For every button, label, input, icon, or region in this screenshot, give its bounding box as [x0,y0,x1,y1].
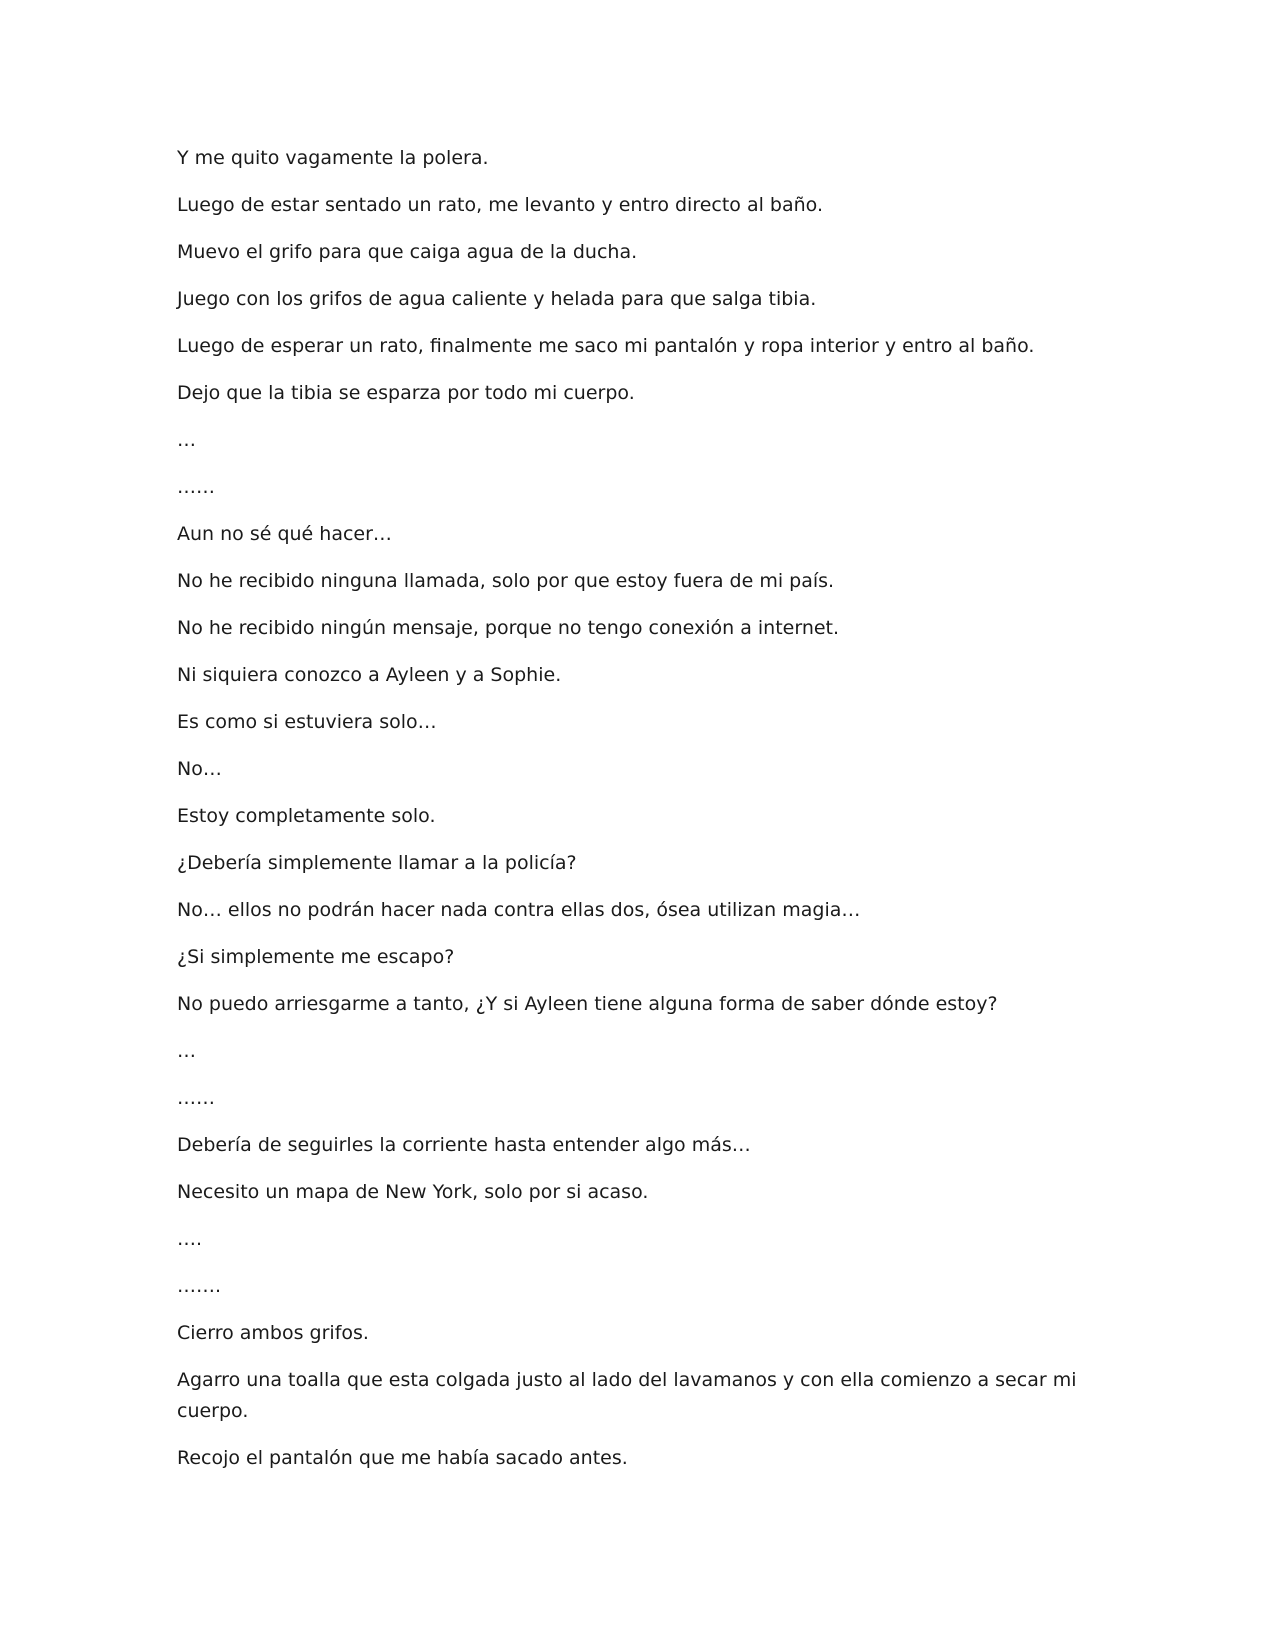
paragraph: Necesito un mapa de New York, solo por si acaso. [177,1181,649,1203]
paragraph: No puedo arriesgarme a tanto, ¿Y si Ayleen tiene alguna forma de saber dónde estoy? [177,993,998,1015]
paragraph: Recojo el pantalón que me había sacado antes. [177,1447,628,1469]
paragraph: Y me quito vagamente la polera. [177,147,489,169]
paragraph: Aun no sé qué hacer… [177,523,392,545]
paragraph: Es como si estuviera solo… [177,711,437,733]
paragraph: Cierro ambos grifos. [177,1322,369,1344]
paragraph: No… [177,758,222,780]
paragraph: ¿Si simplemente me escapo? [177,946,455,968]
paragraph: … [177,1040,196,1062]
paragraph: No he recibido ninguna llamada, solo por que estoy fuera de mi país. [177,570,835,592]
paragraph: Luego de estar sentado un rato, me levanto y entro directo al baño. [177,194,823,216]
paragraph: ¿Debería simplemente llamar a la policía? [177,852,577,874]
paragraph: Muevo el grifo para que caiga agua de la ducha. [177,241,638,263]
paragraph: Agarro una toalla que esta colgada justo al lado del lavamanos y con ella comienzo a secar mi cuerpo. [177,1369,1077,1422]
paragraph: …… [177,1087,215,1109]
paragraph: ……. [177,1275,222,1297]
paragraph: Luego de esperar un rato, finalmente me saco mi pantalón y ropa interior y entro al baño. [177,335,1035,357]
paragraph: Ni siquiera conozco a Ayleen y a Sophie. [177,664,562,686]
paragraph: Estoy completamente solo. [177,805,436,827]
paragraph: …. [177,1228,203,1250]
paragraph: Juego con los grifos de agua caliente y helada para que salga tibia. [177,288,817,310]
paragraph: No he recibido ningún mensaje, porque no tengo conexión a internet. [177,617,840,639]
paragraph: Dejo que la tibia se esparza por todo mi cuerpo. [177,382,635,404]
paragraph: … [177,429,196,451]
document-body [177,143,1077,1490]
paragraph: Debería de seguirles la corriente hasta entender algo más… [177,1134,751,1156]
paragraph: No… ellos no podrán hacer nada contra ellas dos, ósea utilizan magia… [177,899,861,921]
paragraph: …… [177,476,215,498]
